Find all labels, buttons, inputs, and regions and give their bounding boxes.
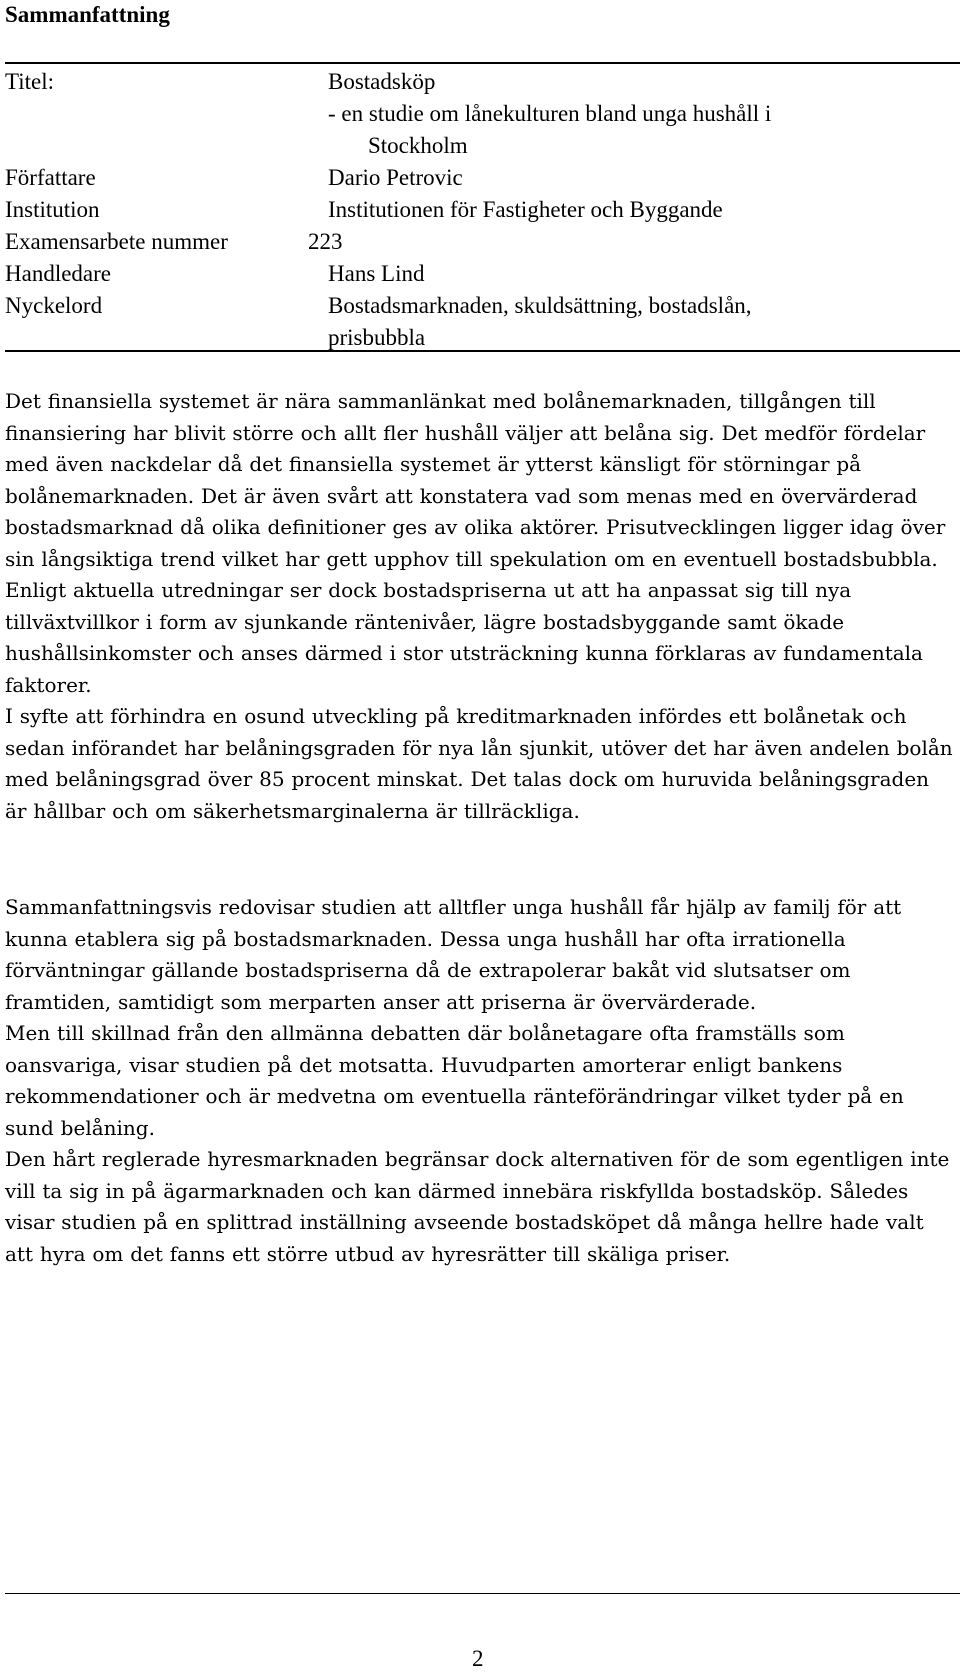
abstract-paragraph-5: Den hårt reglerade hyresmarknaden begränsar dock alternativen för de som egentligen inte vill ta sig in på ägarmarknaden och kan därmed innebära riskfyllda bostadsköp. Således visar studien på en splittrad inställning avseende bostadsköpet då många hellre hade valt att hyra om det fanns ett större utbud av hyresrätter till skäliga priser. (5, 1147, 950, 1266)
author-row (5, 162, 960, 194)
keywords-row (5, 290, 960, 354)
subtitle-line-2: Stockholm (368, 133, 468, 158)
metadata-table (5, 66, 960, 354)
institution-label: Institution (5, 197, 100, 222)
title-label: Titel: (5, 69, 55, 94)
footer-rule (5, 1593, 960, 1594)
bottom-rule (5, 350, 960, 352)
title-value: Bostadsköp (328, 69, 436, 94)
page-heading: Sammanfattning (5, 2, 170, 27)
title-value-block (328, 66, 960, 162)
top-rule (5, 62, 960, 64)
supervisor-row (5, 258, 960, 290)
keywords-label: Nyckelord (5, 293, 103, 318)
abstract-section-1 (5, 386, 955, 827)
subtitle-line-1: - en studie om lånekulturen bland unga hushåll i (328, 101, 772, 126)
author-label: Författare (5, 165, 96, 190)
thesis-number-label: Examensarbete nummer (5, 229, 228, 254)
supervisor-label: Handledare (5, 261, 111, 286)
title-row (5, 66, 960, 162)
abstract-paragraph-3: Sammanfattningsvis redovisar studien att alltfler unga hushåll får hjälp av familj för att kunna etablera sig på bostadsmarknaden. Dessa unga hushåll har ofta irrationella förväntningar gällande bostadspriserna då de extrapolerar bakåt vid slutsatser om framtiden, samtidigt som merparten anser att priserna är övervärderade. (5, 895, 902, 1014)
abstract-section-2 (5, 892, 955, 1270)
keywords-value: Bostadsmarknaden, skuldsättning, bostadslån, prisbubbla (328, 293, 752, 350)
page-number: 2 (472, 1646, 484, 1671)
thesis-number-value: 223 (308, 229, 343, 254)
supervisor-value: Hans Lind (328, 261, 425, 286)
abstract-paragraph-1: Det finansiella systemet är nära sammanlänkat med bolånemarknaden, tillgången till finansiering har blivit större och allt fler hushåll väljer att belåna sig. Det medför fördelar med även nackdelar då det finansiella systemet är ytterst känsligt för störningar på bolånemarknaden. Det är även svårt att konstatera vad som menas med en övervärderad bostadsmarknad då olika definitioner ges av olika aktörer. Prisutvecklingen ligger idag över sin långsiktiga trend vilket har gett upphov till spekulation om en eventuell bostadsbubbla. Enligt aktuella utredningar ser dock bostadspriserna ut att ha anpassat sig till nya tillväxtvillkor i form av sjunkande räntenivåer, lägre bostadsbyggande samt ökade hushållsinkomster och anses därmed i stor utsträckning kunna förklaras av fundamentala faktorer. (5, 389, 946, 697)
institution-row (5, 194, 960, 226)
abstract-paragraph-4: Men till skillnad från den allmänna debatten där bolånetagare ofta framställs som oansvariga, visar studien på det motsatta. Huvudparten amorterar enligt bankens rekommendationer och är medvetna om eventuella ränteförändringar vilket tyder på en sund belåning. (5, 1021, 904, 1140)
author-value: Dario Petrovic (328, 165, 463, 190)
institution-value: Institutionen för Fastigheter och Byggande (328, 197, 723, 222)
thesis-number-row (5, 226, 960, 258)
abstract-paragraph-2: I syfte att förhindra en osund utveckling på kreditmarknaden infördes ett bolånetak och sedan införandet har belåningsgraden för nya lån sjunkit, utöver det har även andelen bolån med belåningsgrad över 85 procent minskat. Det talas dock om huruvida belåningsgraden är hållbar och om säkerhetsmarginalerna är tillräckliga. (5, 704, 953, 823)
